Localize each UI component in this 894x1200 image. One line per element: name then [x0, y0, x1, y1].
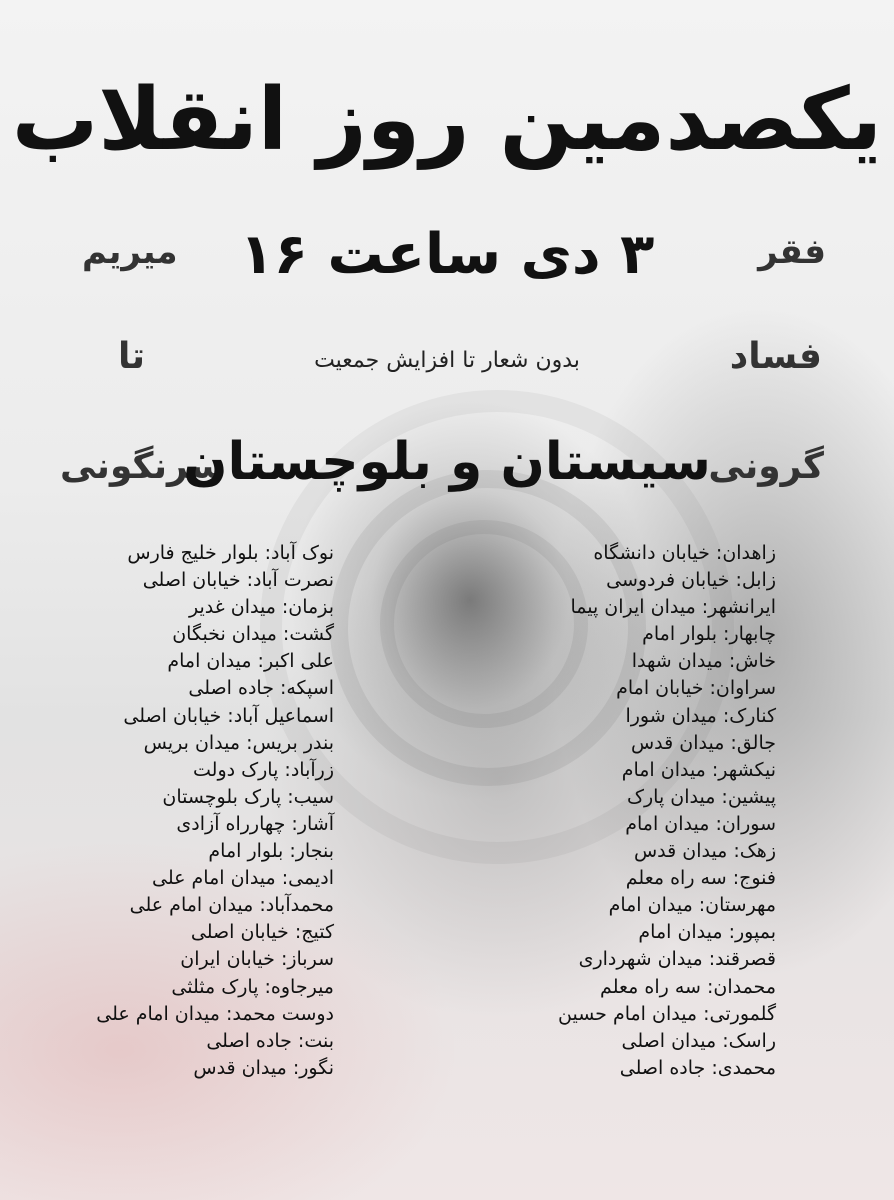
location-list-right — [446, 540, 776, 1082]
region-name: سیستان و بلوچستان — [183, 432, 711, 492]
list-item: نیکشهر: میدان امام — [621, 758, 776, 781]
list-item: کنارک: میدان شورا — [625, 704, 776, 727]
list-item: سراوان: خیابان امام — [616, 677, 776, 700]
list-item: ایرانشهر: میدان ایران پیما — [570, 596, 776, 619]
list-item: زاهدان: خیابان دانشگاه — [593, 542, 776, 564]
list-item: سوران: میدان امام — [625, 812, 776, 835]
list-item: نگور: میدان قدس — [193, 1056, 334, 1079]
list-item: اسپکه: جاده اصلی — [188, 677, 334, 700]
list-item: زرآباد: پارک دولت — [193, 758, 334, 781]
location-list-left — [4, 540, 334, 1082]
list-item: بمپور: میدان امام — [638, 921, 776, 944]
list-item: گشت: میدان نخبگان — [172, 623, 334, 646]
list-item: خاش: میدان شهدا — [631, 650, 776, 673]
right-word-2: فساد — [729, 336, 822, 377]
list-item: محمدی: جاده اصلی — [619, 1056, 776, 1079]
list-item: زهک: میدان قدس — [633, 840, 776, 863]
list-item: پیشین: میدان پارک — [626, 785, 776, 808]
list-item: دوست محمد: میدان امام علی — [96, 1002, 334, 1025]
list-item: سرباز: خیابان ایران — [180, 948, 334, 971]
list-item: قصرقند: میدان شهرداری — [578, 948, 776, 971]
list-item: بزمان: میدان غدیر — [189, 596, 334, 619]
list-item: آشار: چهارراه آزادی — [176, 812, 334, 835]
list-item: بندر بریس: میدان بریس — [143, 731, 334, 754]
list-item: علی اکبر: میدان امام — [167, 650, 334, 673]
list-item: راسک: میدان اصلی — [621, 1029, 776, 1052]
subtitle: بدون شعار تا افزایش جمعیت — [314, 348, 580, 373]
list-item: نوک آباد: بلوار خلیج فارس — [127, 542, 334, 564]
list-item: مهرستان: میدان امام — [608, 894, 776, 917]
list-item: زابل: خیابان فردوسی — [606, 569, 776, 592]
list-item: ادیمی: میدان امام علی — [152, 867, 334, 890]
list-item: سیب: پارک بلوچستان — [162, 785, 334, 808]
list-item: چابهار: بلوار امام — [642, 623, 776, 646]
list-item: بنجار: بلوار امام — [208, 840, 334, 863]
list-item: بنت: جاده اصلی — [206, 1029, 334, 1052]
date-time: ۳ دی ساعت ۱۶ — [239, 222, 655, 287]
left-word-1: میریم — [82, 232, 178, 272]
right-word-3: گرونی — [708, 446, 824, 487]
left-word-2: تا — [118, 336, 146, 377]
left-word-3: سرنگونی — [60, 446, 225, 487]
list-item: نصرت آباد: خیابان اصلی — [142, 569, 334, 592]
list-item: کتیج: خیابان اصلی — [190, 921, 334, 944]
right-word-1: فقر — [758, 232, 826, 272]
list-item: محمدان: سه راه معلم — [600, 975, 776, 998]
list-item: اسماعیل آباد: خیابان اصلی — [123, 704, 334, 727]
list-item: جالق: میدان قدس — [630, 731, 776, 754]
list-item: محمدآباد: میدان امام علی — [129, 894, 334, 917]
list-item: فنوج: سه راه معلم — [625, 867, 776, 890]
list-item: میرجاوه: پارک مثلثی — [171, 975, 334, 998]
list-item: گلمورتی: میدان امام حسین — [558, 1002, 776, 1025]
poster-title: یکصدمین روز انقلاب — [11, 70, 883, 170]
